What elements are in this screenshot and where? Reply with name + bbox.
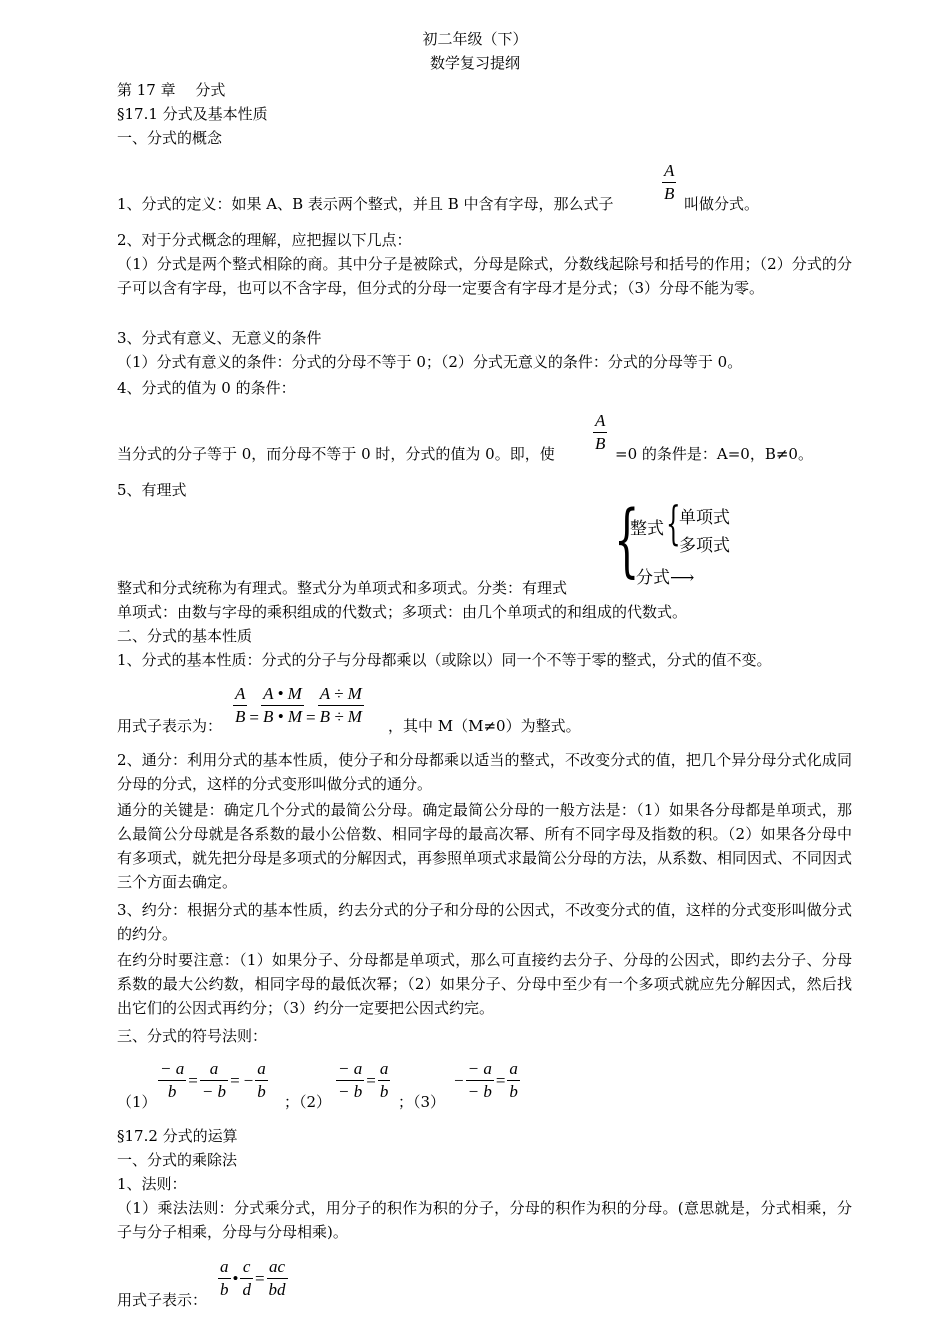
reduction-paragraph: 3、约分：根据分式的基本性质，约去分式的分子和分母的公因式，不改变分式的值，这样的分式变形叫做分式的约分。 bbox=[117, 901, 852, 943]
numerator-ac: ac bbox=[267, 1256, 288, 1279]
section-17-1-title: §17.1 分式及基本性质 bbox=[117, 105, 268, 123]
multiplication-formula bbox=[218, 1256, 288, 1301]
common-denominator-paragraph: 2、通分：利用分式的基本性质，使分子和分母都乘以适当的整式，不改变分式的值，把几个异分母分式化成同分母的分式，这样的分式变形叫做分式的通分。 bbox=[117, 751, 852, 793]
minus-sign: − bbox=[243, 1070, 254, 1090]
common-denominator-key: 通分的关键是：确定几个分式的最简公分母。确定最简公分母的一般方法是：（1）如果各分母都是单项式，那么最简公分母就是各系数的最小公倍数、相同字母的最高次幂、所有不同字母及指数的积。（2）如果各分母中有多项式，就先把分母是多项式的分解因式，再参照单项式求最简公分母的方法，从系数、相同因式、不同因式三个方面去确定。 bbox=[117, 801, 853, 891]
numerator-a: A bbox=[233, 683, 247, 706]
tree-monomial: 单项式 bbox=[679, 508, 730, 528]
heading-basic-property: 二、分式的基本性质 bbox=[117, 627, 253, 645]
numerator-a: a bbox=[200, 1058, 228, 1081]
tree-integral: 整式 bbox=[630, 519, 664, 539]
sign-rule-3-label: ；（3） bbox=[398, 1093, 446, 1111]
heading-concept: 一、分式的概念 bbox=[117, 129, 223, 147]
denominator-neg-b: − b bbox=[467, 1082, 492, 1101]
sign-rule-1-label: （1） bbox=[117, 1093, 157, 1111]
denominator-bm: B • M bbox=[262, 706, 302, 726]
numerator-a-div-m: A ÷ M bbox=[318, 683, 364, 706]
document-title: 数学复习提纲 bbox=[429, 54, 520, 72]
zero-condition-tail: =0 的条件是：A=0，B≠0。 bbox=[615, 445, 813, 463]
denominator-neg-b: − b bbox=[201, 1082, 227, 1101]
formula-intro: 用式子表示为： bbox=[117, 717, 223, 735]
denominator-b-div-m: B ÷ M bbox=[319, 706, 362, 726]
formula-tail: ，其中 M（M≠0）为整式。 bbox=[388, 717, 581, 735]
numerator-neg-a: − a bbox=[158, 1058, 186, 1081]
denominator-b: b bbox=[220, 1280, 229, 1299]
minus-sign: − bbox=[454, 1070, 464, 1090]
numerator-a: a bbox=[507, 1058, 520, 1081]
fraction-a-over-b-2 bbox=[593, 410, 607, 455]
denominator-bd: bd bbox=[268, 1280, 286, 1299]
denominator-b: b bbox=[379, 1082, 389, 1101]
understanding-paragraph: （1）分式是两个整式相除的商。其中分子是被除式，分母是除式，分数线起除号和括号的作用；（2）分式的分子可以含有字母，也可以不含字母，但分式的分母一定要含有字母才是分式；（3）分母不能为零。 bbox=[117, 255, 852, 297]
denominator-d: d bbox=[242, 1280, 251, 1299]
denominator-b: b bbox=[509, 1082, 518, 1101]
denominator-b: b bbox=[257, 1082, 266, 1101]
sign-rule-2-formula bbox=[336, 1058, 390, 1103]
monomial-definition: 单项式：由数与字母的乘积组成的代数式；多项式：由几个单项式的和组成的代数式。 bbox=[117, 603, 688, 621]
outer-brace-icon: { bbox=[614, 493, 640, 586]
equals-sign: = bbox=[254, 1268, 265, 1288]
equals-sign: = bbox=[366, 1070, 376, 1090]
equals-sign: = bbox=[230, 1070, 240, 1090]
rational-heading: 5、有理式 bbox=[117, 481, 187, 499]
grade-title: 初二年级（下） bbox=[422, 30, 528, 48]
rational-paragraph: 整式和分式统称为有理式。整式分为单项式和多项式。分类：有理式 bbox=[117, 579, 568, 597]
definition-text: 1、分式的定义：如果 A、B 表示两个整式，并且 B 中含有字母，那么式子 bbox=[117, 195, 614, 213]
tree-polynomial: 多项式 bbox=[679, 536, 730, 556]
numerator-neg-a: − a bbox=[336, 1058, 364, 1081]
multiplication-rule: （1）乘法法则：分式乘分式，用分子的积作为积的分子，分母的积作为积的分母。(意思就是，分式相乘，分子与分子相乘，分母与分母相乘)。 bbox=[117, 1199, 852, 1241]
chapter-title: 第 17 章 分式 bbox=[117, 81, 226, 99]
zero-condition-text: 当分式的分子等于 0，而分母不等于 0 时，分式的值为 0。即，使 bbox=[117, 445, 555, 463]
equals-sign: = bbox=[188, 1070, 198, 1090]
tree-fraction: 分式⟶ bbox=[636, 568, 695, 588]
numerator-a: a bbox=[255, 1058, 268, 1081]
heading-sign-rule: 三、分式的符号法则： bbox=[117, 1027, 268, 1045]
reduction-notes: 在约分时要注意：（1）如果分子、分母都是单项式，那么可直接约去分子、分母的公因式，即约去分子、分母系数的最大公约数，相同字母的最低次幂；（2）如果分子、分母中至少有一个多项式就应先分解因式，然后找出它们的公因式再约分；（3）约分一定要把公因式约完。 bbox=[117, 951, 852, 1017]
definition-paragraph bbox=[117, 194, 614, 214]
equals-sign: = bbox=[495, 1070, 506, 1090]
equals-sign: = bbox=[305, 708, 316, 727]
basic-property-formula bbox=[233, 682, 364, 728]
multiply-dot: • bbox=[232, 1268, 239, 1288]
numerator-neg-a: − a bbox=[466, 1058, 494, 1081]
condition-heading: 3、分式有意义、无意义的条件 bbox=[117, 329, 322, 347]
basic-property-paragraph: 1、分式的基本性质：分式的分子与分母都乘以（或除以）同一个不等于零的整式，分式的值不变。 bbox=[117, 651, 772, 669]
numerator-a: A bbox=[662, 160, 676, 183]
sign-rule-2-label: ；（2） bbox=[284, 1093, 332, 1111]
understanding-heading: 2、对于分式概念的理解，应把握以下几点： bbox=[117, 231, 412, 249]
inner-brace-icon: { bbox=[666, 496, 681, 550]
numerator-am: A • M bbox=[261, 683, 304, 706]
numerator-a: a bbox=[218, 1256, 231, 1279]
rule-heading: 1、法则： bbox=[117, 1175, 187, 1193]
numerator-c: c bbox=[240, 1256, 253, 1279]
denominator-b: B bbox=[664, 184, 675, 203]
zero-condition-heading: 4、分式的值为 0 的条件： bbox=[117, 379, 296, 397]
definition-tail: 叫做分式。 bbox=[684, 195, 760, 213]
heading-mul-div: 一、分式的乘除法 bbox=[117, 1151, 238, 1169]
denominator-b: B bbox=[595, 434, 606, 453]
section-17-2-title: §17.2 分式的运算 bbox=[117, 1127, 238, 1145]
fraction-a-over-b bbox=[662, 160, 676, 205]
denominator-neg-b: − b bbox=[338, 1082, 363, 1101]
condition-paragraph: （1）分式有意义的条件：分式的分母不等于 0；（2）分式无意义的条件：分式的分母等于 0。 bbox=[117, 353, 743, 371]
denominator-b: B bbox=[235, 706, 246, 726]
sign-rule-3-formula bbox=[452, 1058, 520, 1103]
multiplication-formula-intro: 用式子表示： bbox=[117, 1291, 208, 1309]
equals-sign: = bbox=[249, 708, 259, 727]
sign-rule-1-formula bbox=[158, 1058, 268, 1103]
numerator-a: a bbox=[378, 1058, 391, 1081]
denominator-b: b bbox=[167, 1082, 177, 1101]
numerator-a: A bbox=[593, 410, 607, 433]
